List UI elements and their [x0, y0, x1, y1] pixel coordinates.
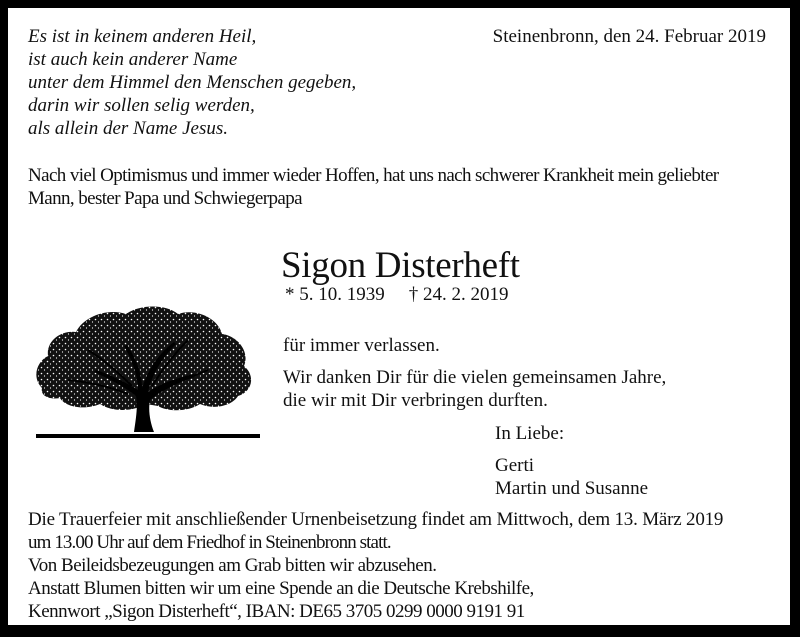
signature-block: [495, 422, 648, 500]
farewell-message: [283, 334, 666, 412]
deceased-name: Sigon Disterheft: [281, 245, 520, 286]
signature-name: Martin und Susanne: [495, 478, 649, 499]
intro-text: [28, 164, 719, 210]
verse-line: Es ist in keinem anderen Heil,: [28, 26, 257, 47]
funeral-line: Von Beileidsbezeugungen am Grab bitten wir abzusehen.: [28, 555, 437, 576]
life-dates: [285, 284, 509, 306]
verse-line: unter dem Himmel den Menschen gegeben,: [28, 72, 357, 93]
death-date: † 24. 2. 2019: [408, 284, 509, 305]
verse-line: ist auch kein anderer Name: [28, 49, 238, 70]
intro-line: Nach viel Optimismus und immer wieder Hoffen, hat uns nach schwerer Krankheit mein geliebter: [28, 165, 719, 186]
message-line: Wir danken Dir für die vielen gemeinsamen Jahre,: [283, 367, 667, 388]
bible-verse: [28, 25, 356, 140]
signature-name: Gerti: [495, 455, 535, 476]
message-line: für immer verlassen.: [283, 335, 440, 356]
signature-heading: In Liebe:: [495, 423, 565, 444]
tree-icon: [28, 300, 260, 440]
verse-line: als allein der Name Jesus.: [28, 118, 229, 139]
birth-date: * 5. 10. 1939: [285, 284, 385, 305]
funeral-line: um 13.00 Uhr auf dem Friedhof in Steinenbronn statt.: [28, 532, 391, 553]
intro-line: Mann, bester Papa und Schwiegerpapa: [28, 188, 302, 209]
place-date: Steinenbronn, den 24. Februar 2019: [492, 26, 766, 47]
funeral-line: Die Trauerfeier mit anschließender Urnenbeisetzung findet am Mittwoch, dem 13. März 2019: [28, 509, 724, 530]
message-line: die wir mit Dir verbringen durften.: [283, 390, 548, 411]
funeral-line: Anstatt Blumen bitten wir um eine Spende an die Deutsche Krebshilfe,: [28, 578, 534, 599]
obituary-notice: [8, 8, 790, 625]
funeral-line: Kennwort „Sigon Disterheft“, IBAN: DE65 3705 0299 0000 9191 91: [28, 601, 525, 622]
verse-line: darin wir sollen selig werden,: [28, 95, 255, 116]
funeral-details: [28, 508, 723, 623]
